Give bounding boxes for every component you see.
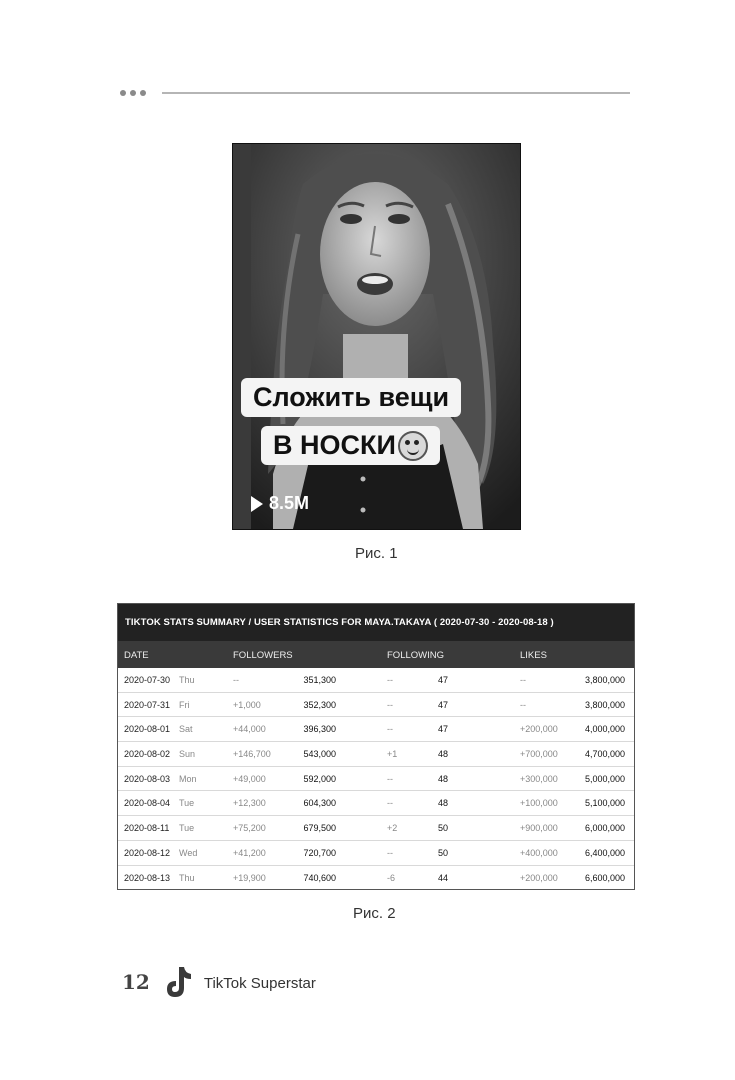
cell-date: 2020-07-30 bbox=[124, 675, 171, 685]
woman-photo-image bbox=[233, 144, 520, 529]
cell-followers-change: +44,000 bbox=[233, 724, 266, 735]
cell-day: Tue bbox=[179, 823, 195, 834]
cell-likes-change: -- bbox=[520, 699, 526, 710]
cell-followers-change: +41,200 bbox=[233, 847, 266, 858]
table-row bbox=[118, 693, 634, 718]
cell-likes-change: -- bbox=[520, 675, 526, 685]
table-row bbox=[118, 717, 634, 742]
figure1-caption: Рис. 1 bbox=[355, 545, 398, 562]
cell-date: 2020-08-01 bbox=[124, 724, 171, 735]
divider bbox=[162, 92, 630, 94]
cell-following: 48 bbox=[437, 798, 448, 809]
cell-likes: 6,400,000 bbox=[584, 847, 625, 858]
table-row bbox=[118, 841, 634, 866]
cell-following: 44 bbox=[437, 872, 448, 883]
cell-date: 2020-08-12 bbox=[124, 847, 171, 858]
stats-table bbox=[117, 603, 635, 890]
book-title: TikTok Superstar bbox=[203, 974, 316, 992]
cell-day: Thu bbox=[179, 675, 195, 685]
header-rule bbox=[120, 88, 630, 98]
cell-following: 48 bbox=[437, 773, 448, 784]
cell-followers-change: +49,000 bbox=[233, 773, 266, 784]
cell-following-change: -- bbox=[387, 675, 393, 685]
cell-likes: 4,000,000 bbox=[584, 724, 625, 735]
cell-likes-change: +100,000 bbox=[520, 798, 558, 809]
cell-following-change: -- bbox=[387, 773, 393, 784]
cell-likes-change: +400,000 bbox=[520, 847, 558, 858]
cell-followers-change: +12,300 bbox=[233, 798, 266, 809]
cell-following-change: -- bbox=[387, 724, 393, 735]
video-caption-line2-text: В НОСКИ bbox=[273, 430, 396, 460]
video-screenshot bbox=[232, 143, 521, 530]
cell-following-change: +2 bbox=[387, 823, 398, 834]
figure2-caption: Рис. 2 bbox=[353, 905, 396, 922]
cell-day: Thu bbox=[179, 872, 195, 883]
table-row bbox=[118, 742, 634, 767]
cell-following: 47 bbox=[437, 724, 448, 735]
cell-followers-change: +1,000 bbox=[233, 699, 261, 710]
cell-followers: 351,300 bbox=[303, 675, 336, 685]
cell-following-change: -6 bbox=[387, 872, 396, 883]
cell-followers: 543,000 bbox=[303, 749, 336, 760]
cell-date: 2020-08-04 bbox=[124, 798, 171, 809]
header-following: FOLLOWING bbox=[387, 650, 445, 661]
cell-followers: 396,300 bbox=[303, 724, 336, 735]
cell-followers-change: -- bbox=[233, 675, 239, 685]
play-icon bbox=[251, 496, 263, 512]
table-title: TIKTOK STATS SUMMARY / USER STATISTICS FOR MAYA.TAKAYA ( 2020-07-30 - 2020-08-18 ) bbox=[118, 604, 634, 641]
video-caption-line1: Сложить вещи bbox=[241, 378, 461, 417]
cell-followers: 592,000 bbox=[303, 773, 336, 784]
view-count bbox=[251, 493, 309, 514]
cell-following: 47 bbox=[437, 675, 448, 685]
cell-following: 48 bbox=[437, 749, 448, 760]
cell-followers-change: +146,700 bbox=[233, 749, 271, 760]
table-header bbox=[118, 641, 634, 668]
cell-likes-change: +300,000 bbox=[520, 773, 558, 784]
cell-followers: 604,300 bbox=[303, 798, 336, 809]
header-likes: LIKES bbox=[520, 650, 547, 661]
cell-likes-change: +200,000 bbox=[520, 724, 558, 735]
page-footer bbox=[122, 965, 316, 999]
cell-following-change: +1 bbox=[387, 749, 398, 760]
ellipsis-icon bbox=[120, 90, 146, 96]
table-row bbox=[118, 816, 634, 841]
cell-day: Mon bbox=[179, 773, 197, 784]
cell-day: Sun bbox=[179, 749, 196, 760]
cell-following: 50 bbox=[437, 847, 448, 858]
page-number: 12 bbox=[122, 970, 150, 994]
cell-day: Sat bbox=[179, 724, 193, 735]
cell-likes-change: +200,000 bbox=[520, 872, 558, 883]
table-row bbox=[118, 791, 634, 816]
cell-date: 2020-08-03 bbox=[124, 773, 171, 784]
table-body bbox=[118, 668, 634, 889]
cell-likes: 3,800,000 bbox=[584, 699, 625, 710]
view-count-value: 8.5M bbox=[269, 493, 310, 513]
cell-likes: 5,100,000 bbox=[584, 798, 625, 809]
cell-likes-change: +700,000 bbox=[520, 749, 558, 760]
cell-date: 2020-08-11 bbox=[124, 823, 170, 834]
cell-followers: 740,600 bbox=[303, 872, 336, 883]
cell-day: Tue bbox=[179, 798, 195, 809]
header-date: DATE bbox=[124, 650, 149, 661]
table-row bbox=[118, 767, 634, 792]
cell-followers: 679,500 bbox=[303, 823, 336, 834]
cell-likes: 3,800,000 bbox=[584, 675, 625, 685]
video-caption-line2 bbox=[261, 426, 440, 465]
header-followers: FOLLOWERS bbox=[233, 650, 293, 661]
table-row bbox=[118, 866, 634, 890]
cell-likes: 6,000,000 bbox=[584, 823, 625, 834]
cell-likes: 4,700,000 bbox=[584, 749, 625, 760]
cell-day: Wed bbox=[179, 847, 198, 858]
cell-date: 2020-07-31 bbox=[124, 699, 171, 710]
cell-followers-change: +19,900 bbox=[233, 872, 266, 883]
cell-following-change: -- bbox=[387, 699, 393, 710]
cell-following-change: -- bbox=[387, 798, 393, 809]
cell-date: 2020-08-02 bbox=[124, 749, 171, 760]
cell-day: Fri bbox=[179, 699, 190, 710]
tiktok-logo-icon bbox=[164, 965, 192, 999]
cell-likes: 5,000,000 bbox=[584, 773, 625, 784]
cell-likes-change: +900,000 bbox=[520, 823, 558, 834]
table-row bbox=[118, 668, 634, 693]
cell-following: 47 bbox=[437, 699, 448, 710]
cell-likes: 6,600,000 bbox=[584, 872, 625, 883]
cell-following: 50 bbox=[437, 823, 448, 834]
cell-followers: 720,700 bbox=[303, 847, 336, 858]
cell-following-change: -- bbox=[387, 847, 393, 858]
dizzy-face-emoji-icon bbox=[398, 431, 428, 461]
cell-followers-change: +75,200 bbox=[233, 823, 266, 834]
cell-followers: 352,300 bbox=[303, 699, 336, 710]
cell-date: 2020-08-13 bbox=[124, 872, 171, 883]
